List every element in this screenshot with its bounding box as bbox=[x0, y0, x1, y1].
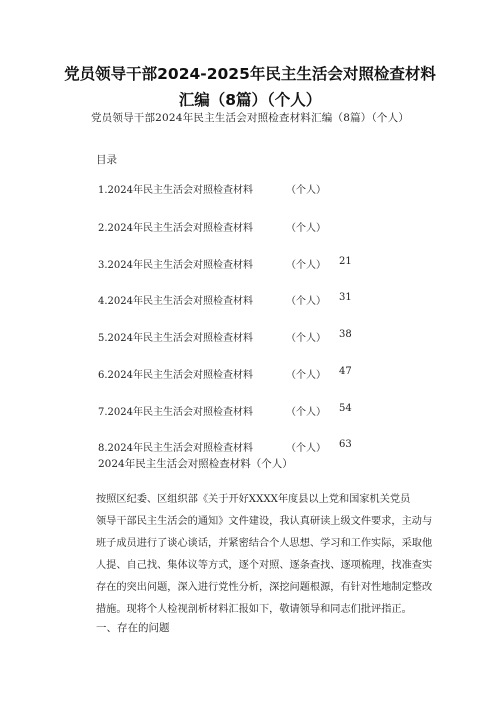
heading-existing-problems: 一、存在的问题 bbox=[96, 622, 170, 634]
toc-entry-person: （个人） bbox=[286, 185, 326, 196]
section-title: 2024年民主生活会对照检查材料（个人） bbox=[98, 458, 293, 470]
toc-entry-title: 6.2024年民主生活会对照检查材料 bbox=[98, 370, 253, 381]
toc-entry-page: 63 bbox=[339, 439, 352, 450]
toc-entry[interactable] bbox=[98, 292, 398, 306]
toc-entry[interactable] bbox=[98, 219, 398, 233]
toc-entry[interactable] bbox=[98, 181, 398, 195]
toc-entry-page: 47 bbox=[339, 366, 352, 377]
toc-entry-person: （个人） bbox=[286, 443, 326, 454]
toc-entry-page: 54 bbox=[339, 403, 352, 414]
intro-paragraph bbox=[96, 489, 433, 621]
toc-entry[interactable] bbox=[98, 439, 398, 453]
toc-entry-person: （个人） bbox=[286, 407, 326, 418]
toc-entry-person: （个人） bbox=[286, 260, 326, 271]
toc-entry-person: （个人） bbox=[286, 296, 326, 307]
document-title-line-2: 汇编（8篇）（个人） bbox=[178, 91, 322, 109]
toc-entry-person: （个人） bbox=[286, 223, 326, 234]
toc-entry-page: 38 bbox=[339, 329, 352, 340]
toc-entry-title: 8.2024年民主生活会对照检查材料 bbox=[98, 443, 253, 454]
toc-entry[interactable] bbox=[98, 329, 398, 343]
toc-entry-title: 2.2024年民主生活会对照检查材料 bbox=[98, 223, 253, 234]
toc-entry-title: 7.2024年民主生活会对照检查材料 bbox=[98, 407, 253, 418]
toc-heading: 目录 bbox=[96, 154, 117, 166]
toc-entry[interactable] bbox=[98, 256, 398, 270]
paragraph-line: 人提、自己找、集体议等方式，逐个对照、逐条查找、逐项梳理，找准查实 bbox=[96, 560, 433, 571]
toc-entry-page: 21 bbox=[339, 256, 352, 267]
document-title-line-1: 党员领导干部2024-2025年民主生活会对照检查材料 bbox=[64, 65, 436, 83]
toc-entry-title: 4.2024年民主生活会对照检查材料 bbox=[98, 296, 253, 307]
paragraph-line: 按照区纪委、区组织部《关于开好XXXX年度县以上党和国家机关党员 bbox=[96, 494, 411, 505]
toc-entry[interactable] bbox=[98, 403, 398, 417]
toc-entry-title: 3.2024年民主生活会对照检查材料 bbox=[98, 260, 253, 271]
paragraph-line: 班子成员进行了谈心谈话，并紧密结合个人思想、学习和工作实际，采取他 bbox=[96, 538, 433, 549]
toc-entry-title: 1.2024年民主生活会对照检查材料 bbox=[98, 185, 253, 196]
document-subtitle: 党员领导干部2024年民主生活会对照检查材料汇编（8篇）（个人） bbox=[90, 112, 410, 124]
toc-entry-person: （个人） bbox=[286, 333, 326, 344]
toc-entry-page: 31 bbox=[339, 292, 352, 303]
toc-entry-person: （个人） bbox=[286, 370, 326, 381]
toc-entry[interactable] bbox=[98, 366, 398, 380]
toc-entry-title: 5.2024年民主生活会对照检查材料 bbox=[98, 333, 253, 344]
paragraph-line: 措施。现将个人检视剖析材料汇报如下，敬请领导和同志们批评指正。 bbox=[96, 604, 412, 615]
paragraph-line: 存在的突出问题，深入进行党性分析，深挖问题根源，有针对性地制定整改 bbox=[96, 582, 433, 593]
paragraph-line: 领导干部民主生活会的通知》文件建设，我认真研读上级文件要求，主动与 bbox=[96, 516, 433, 527]
